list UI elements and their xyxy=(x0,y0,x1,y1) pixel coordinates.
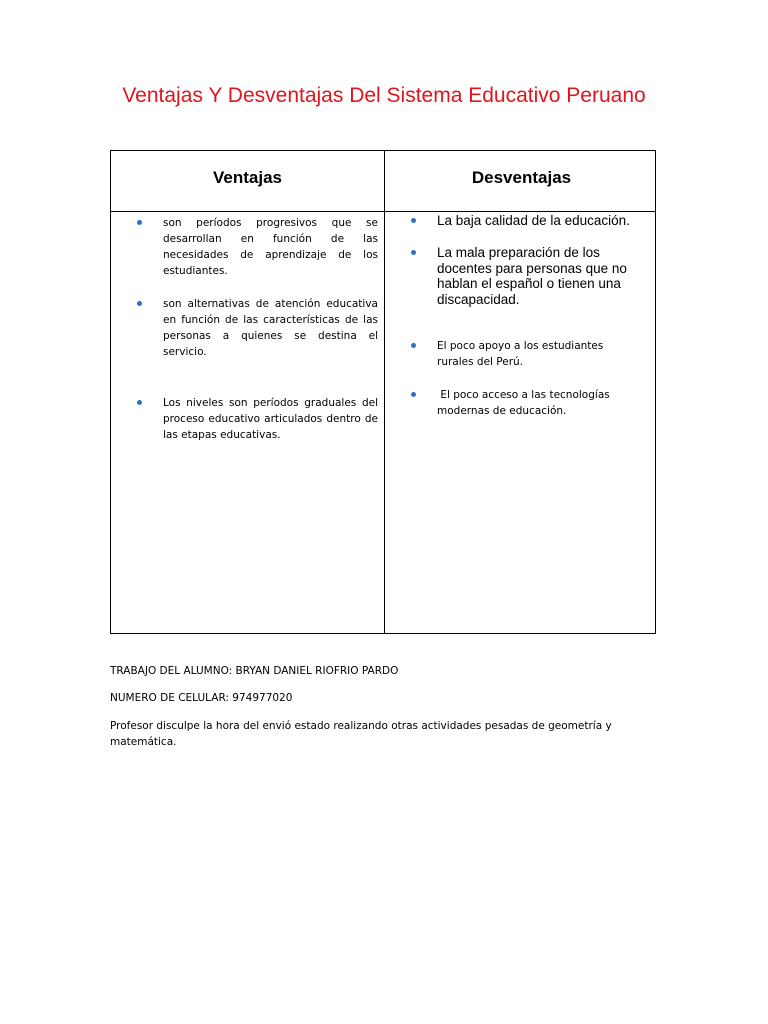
header-desventajas: Desventajas xyxy=(471,168,572,187)
desventaja-text: El poco acceso a las tecnologías modernas de educación. xyxy=(437,389,614,417)
bullet-icon xyxy=(137,220,142,225)
header-divider xyxy=(111,211,655,212)
comparison-table xyxy=(110,150,656,634)
desventaja-item xyxy=(415,213,647,229)
ventaja-text: Los niveles son períodos graduales del proceso educativo articulados dentro de las etapas educativas. xyxy=(163,397,378,441)
desventaja-item xyxy=(415,338,647,370)
desventaja-item xyxy=(415,387,647,419)
bullet-icon xyxy=(411,343,416,348)
professor-note: Profesor disculpe la hora del envió estado realizando otras actividades pesadas de geometría y matemática. xyxy=(110,720,612,748)
student-name-line: TRABAJO DEL ALUMNO: BRYAN DANIEL RIOFRIO PARDO xyxy=(110,665,399,677)
ventaja-text: son alternativas de atención educativa en función de las características de las personas a quienes se destina el servicio. xyxy=(163,298,378,358)
header-ventajas: Ventajas xyxy=(213,168,282,187)
ventaja-item xyxy=(141,215,378,279)
page-title: Ventajas Y Desventajas Del Sistema Educativo Peruano xyxy=(122,84,646,107)
ventaja-item xyxy=(141,395,378,443)
bullet-icon xyxy=(411,218,416,223)
desventaja-text: La mala preparación de los docentes para personas que no hablan el español o tienen una discapacidad. xyxy=(437,245,627,307)
ventaja-item xyxy=(141,296,378,360)
phone-number-line: NUMERO DE CELULAR: 974977020 xyxy=(110,692,293,704)
desventaja-item xyxy=(415,245,647,307)
desventaja-text: La baja calidad de la educación. xyxy=(437,213,630,228)
desventaja-text: El poco apoyo a los estudiantes rurales del Perú. xyxy=(437,340,604,368)
column-divider xyxy=(384,151,385,633)
bullet-icon xyxy=(411,392,416,397)
bullet-icon xyxy=(137,301,142,306)
ventaja-text: son períodos progresivos que se desarrollan en función de las necesidades de aprendizaje de los estudiantes. xyxy=(163,217,378,277)
bullet-icon xyxy=(411,250,416,255)
bullet-icon xyxy=(137,400,142,405)
